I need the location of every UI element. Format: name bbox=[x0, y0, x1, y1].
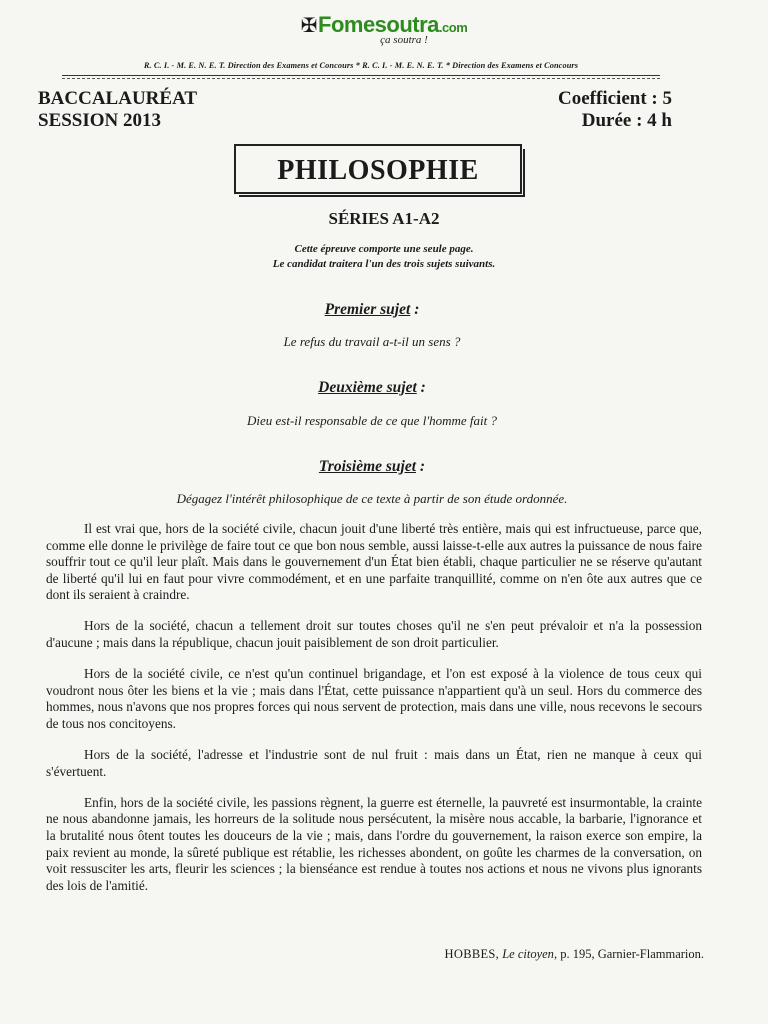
text-paragraph: Hors de la société civile, ce n'est qu'un continuel brigandage, et l'on est exposé à la violence de tous ceux qui voudront nous ôter les biens et la vie ; mais dans l'État, cette puissance n'appartient qu'à un seul. Hors du commerce des hommes, nous n'avons que nos propres forces qui nous servent de protection, mais dans une ville, nous recevons le secours de tous nos concitoyens. bbox=[46, 666, 702, 731]
logo-figure-icon: ✠ bbox=[300, 15, 317, 37]
logo-name: Fomesoutra bbox=[318, 12, 439, 37]
text-paragraph: Il est vrai que, hors de la société civile, chacun jouit d'une liberté très entière, mais qui est infructueuse, parce que, comme elle donne le privilège de faire tout ce que bon nous semble, aussi laisse-t-elle aux autres la puissance de nous faire souffrir tout ce qu'il leur plaît. Mais dans le gouvernement d'un État bien établi, chaque particulier ne se réserve qu'autant de liberté qu'il lui en faut pour vivre commodément, et en une parfaite tranquillité, comme on n'en ôte aux autres que ce dont ils seraient à craindre. bbox=[46, 521, 702, 603]
citation-book: Le citoyen bbox=[502, 947, 554, 961]
sujet-3-question: Dégagez l'intérêt philosophique de ce texte à partir de son étude ordonnée. bbox=[176, 491, 568, 506]
exam-meta bbox=[558, 88, 672, 132]
exam-name: BACCALAURÉAT bbox=[38, 88, 198, 109]
sujet-3-title bbox=[0, 458, 744, 476]
hobbes-text bbox=[46, 521, 702, 909]
ministry-header-line: R. C. I. - M. E. N. E. T. Direction des Examens et Concours * R. C. I. - M. E. N. E. T. * Direction des Examens et Concours bbox=[143, 61, 579, 70]
exam-info bbox=[38, 88, 197, 132]
citation bbox=[445, 947, 704, 962]
text-paragraph: Hors de la société, l'adresse et l'industrie sont de nul fruit : mais dans un État, rien ne manque à ceux qui s'évertuent. bbox=[46, 747, 702, 779]
exam-duration: Durée : 4 h bbox=[581, 110, 672, 131]
sujet-2-title-text: Deuxième sujet bbox=[318, 379, 417, 396]
citation-author: HOBBES, bbox=[444, 947, 500, 961]
header-rule bbox=[62, 75, 660, 76]
text-paragraph: Enfin, hors de la société civile, les passions règnent, la guerre est éternelle, la pauvreté est insurmontable, la crainte ne nous abandonne jamais, les horreurs de la solitude nous persécutent, la misère nous accable, la barbarie, l'ignorance et la brutalité nous ôtent toutes les douceurs de la vie ; mais, dans l'ordre du gouvernement, la raison exerce son empire, la paix revient au monde, la sûreté publique est rétablie, les richesses abondent, on goûte les charmes de la conversation, on voit ressusciter les arts, fleurir les sciences ; la bienséance est rendue à toutes nos actions et nous ne vivons plus ignorants des lois de l'amitié. bbox=[46, 794, 702, 893]
citation-details: , p. 195, Garnier-Flammarion. bbox=[553, 947, 704, 961]
exam-coefficient: Coefficient : 5 bbox=[558, 88, 672, 109]
series-label: SÉRIES A1-A2 bbox=[328, 209, 440, 228]
logo-domain: .com bbox=[438, 20, 468, 35]
instructions bbox=[0, 242, 768, 272]
text-paragraph: Hors de la société, chacun a tellement droit sur toutes choses qu'il ne s'en peut prévaloir et n'a la possession d'aucune ; mais dans la république, chacun jouit paisiblement de son droit particulier. bbox=[46, 618, 702, 651]
subject-title-box bbox=[234, 144, 522, 194]
sujet-2-question: Dieu est-il responsable de ce que l'homme fait ? bbox=[247, 413, 497, 428]
sujet-3-title-colon: : bbox=[416, 458, 426, 475]
subject-title: PHILOSOPHIE bbox=[277, 155, 479, 186]
sujet-1-title-text: Premier sujet bbox=[324, 301, 411, 318]
fomesoutra-logo bbox=[0, 12, 768, 46]
logo-tagline: ça soutra ! bbox=[380, 34, 428, 46]
sujet-1-title-colon: : bbox=[410, 301, 420, 318]
sujet-2-title bbox=[0, 379, 744, 397]
sujet-1-question: Le refus du travail a-t-il un sens ? bbox=[283, 334, 461, 349]
sujet-3-title-text: Troisième sujet bbox=[318, 458, 417, 475]
sujet-2-title-colon: : bbox=[416, 379, 426, 396]
header-rule-dashed bbox=[62, 78, 660, 79]
instruction-line: Cette épreuve comporte une seule page. bbox=[294, 243, 474, 255]
sujet-1-title bbox=[0, 301, 744, 319]
exam-session: SESSION 2013 bbox=[38, 110, 162, 131]
instruction-line: Le candidat traitera l'un des trois sujets suivants. bbox=[272, 258, 496, 270]
